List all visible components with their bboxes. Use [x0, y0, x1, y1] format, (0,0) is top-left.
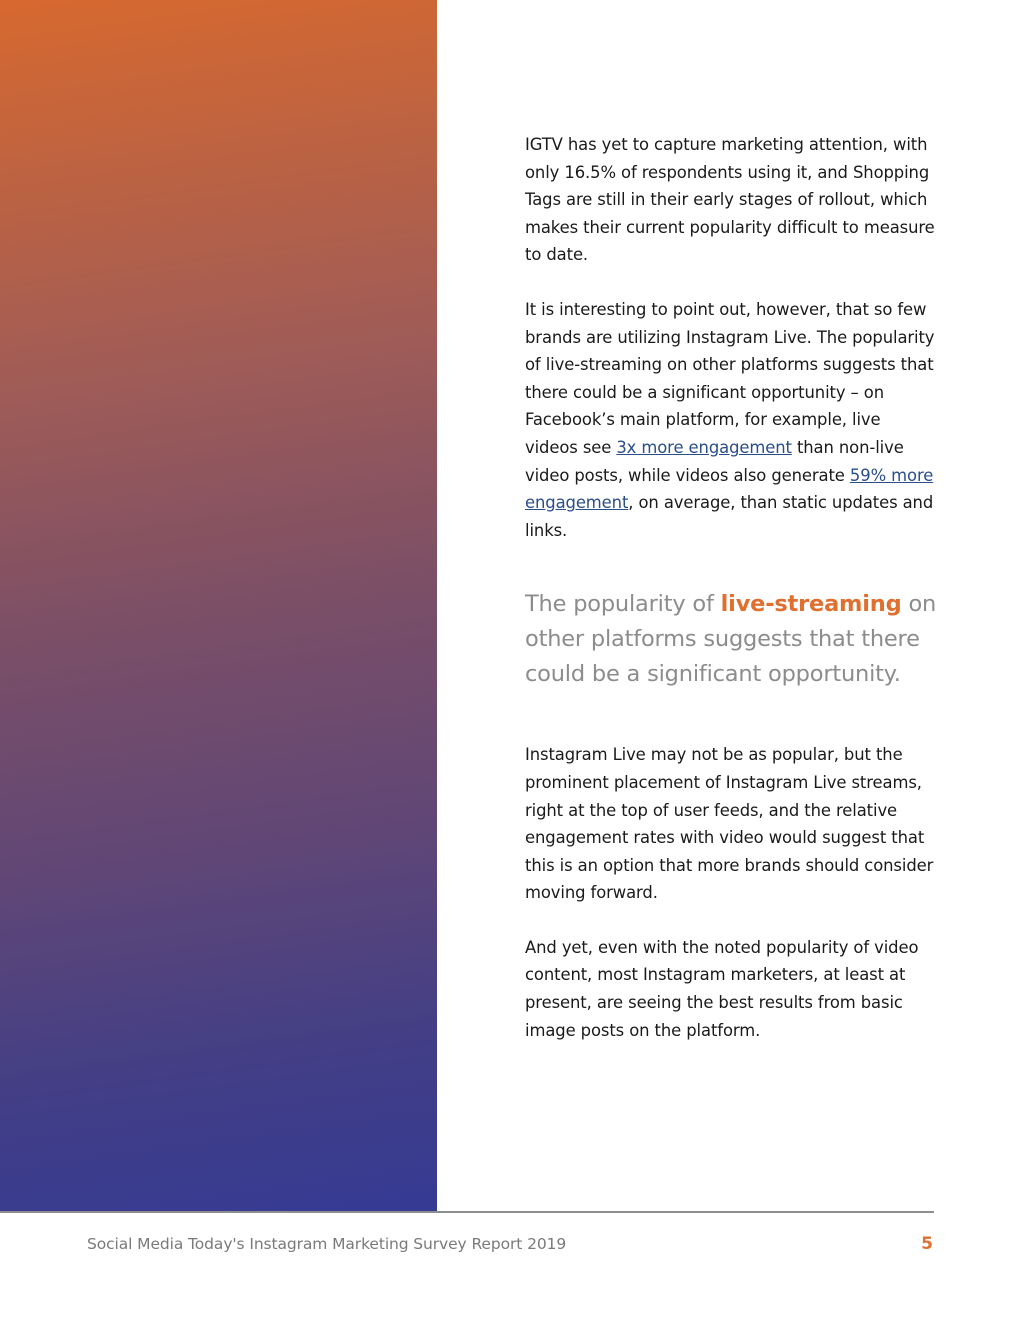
- paragraph-text: than non-live video posts, while videos also generate: [525, 437, 904, 485]
- pull-quote-highlight: live-streaming: [720, 591, 902, 618]
- article-body: [525, 131, 937, 1071]
- decorative-gradient-panel: [0, 0, 437, 1212]
- paragraph-igtv: IGTV has yet to capture marketing attention, with only 16.5% of respondents using it, and Shopping Tags are still in their early stages of rollout, which makes their current popularity difficult to measure to date.: [525, 135, 935, 265]
- paragraph-image-posts: And yet, even with the noted popularity of video content, most Instagram marketers, at least at present, are seeing the best results from basic image posts on the platform.: [525, 937, 919, 1040]
- pull-quote-text: on other platforms suggests that there could be a significant opportunity.: [525, 591, 937, 688]
- paragraph-instagram-live: [525, 296, 937, 544]
- footer-divider: [0, 1211, 934, 1213]
- page-number: 5: [921, 1234, 933, 1254]
- link-59-more-engagement[interactable]: 59% more engagement: [525, 465, 934, 513]
- link-3x-more-engagement[interactable]: 3x more engagement: [616, 437, 792, 457]
- paragraph-text: , on average, than static updates and links.: [525, 493, 934, 540]
- footer-report-title: Social Media Today's Instagram Marketing Survey Report 2019: [87, 1235, 567, 1253]
- paragraph-text: It is interesting to point out, however, that so few brands are utilizing Instagram Live. The popularity of live-streaming on other platforms suggests that there could be a significant opportunity – on Facebook’s main platform, for example, live videos see: [525, 299, 935, 457]
- pull-quote-text: The popularity of: [525, 591, 721, 618]
- paragraph-live-placement: Instagram Live may not be as popular, but the prominent placement of Instagram Live streams, right at the top of user feeds, and the relative engagement rates with video would suggest that this is an option that more brands should consider moving forward.: [525, 745, 934, 903]
- pull-quote: [525, 587, 937, 692]
